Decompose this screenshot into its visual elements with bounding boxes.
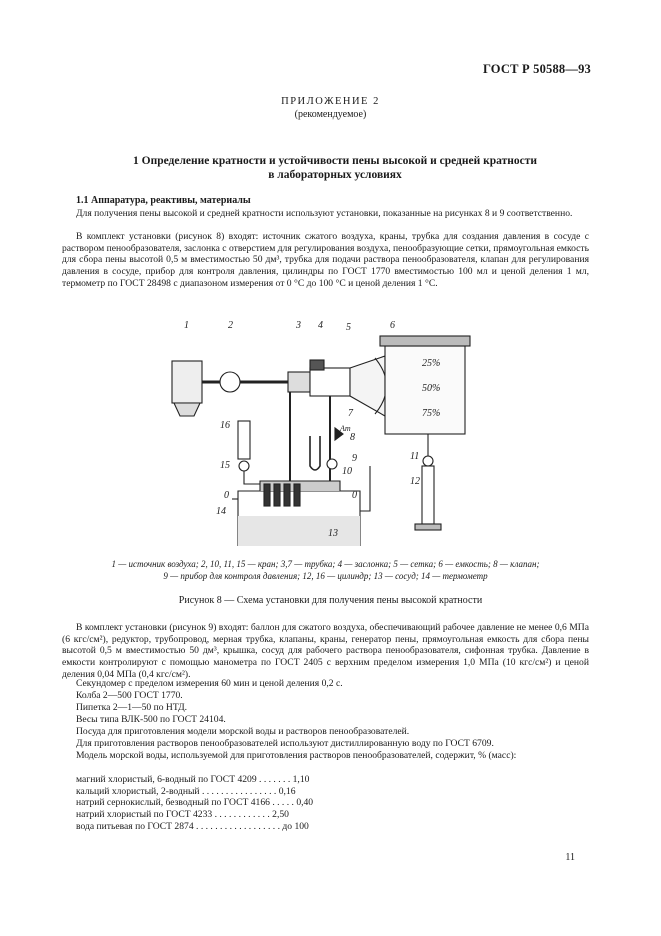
- label-16: 16: [220, 420, 230, 431]
- figure-legend-line2: 9 — прибор для контроля давления; 12, 16 — цилиндр; 13 — сосуд; 14 — термометр: [163, 571, 488, 581]
- composition-item: кальций хлористый, 2-водный . . . . . . . . . . . . . . . . 0,16: [76, 785, 296, 797]
- label-14: 14: [216, 506, 226, 517]
- label-at: Ат: [340, 424, 351, 433]
- figure-caption: Рисунок 8 — Схема установки для получения пены высокой кратности: [178, 595, 483, 606]
- figure-legend-line1: 1 — источник воздуха; 2, 10, 11, 15 — кран; 3,7 — трубка; 4 — заслонка; 5 — сетка; 6 — емкость; 8 — клапан;: [111, 559, 540, 569]
- label-6: 6: [390, 320, 395, 331]
- label-0-left: 0: [224, 490, 229, 501]
- paragraph-1-text: Для получения пены высокой и средней кратности используют установки, показанные на рисунках 8 и 9 соответственно.: [76, 208, 573, 219]
- line-flask: Колба 2—500 ГОСТ 1770.: [76, 690, 183, 701]
- label-3: 3: [296, 320, 301, 331]
- air-source-block: [172, 361, 202, 403]
- appendix-title: ПРИЛОЖЕНИЕ 2: [281, 96, 380, 107]
- paragraph-3: [62, 622, 589, 681]
- label-10: 10: [342, 466, 352, 477]
- standard-header: ГОСТ Р 50588—93: [482, 62, 591, 76]
- label-7: 7: [348, 408, 353, 419]
- figure-legend: [62, 558, 589, 582]
- paragraph-2: [62, 231, 589, 290]
- label-0-right: 0: [352, 490, 357, 501]
- paragraph-seawater-text: Модель морской воды, используемой для приготовления растворов пенообразователей, содержит, % (масс):: [76, 750, 517, 761]
- paragraph-1: [62, 208, 589, 220]
- label-9: 9: [352, 453, 357, 464]
- paragraph-2-text: В комплект установки (рисунок 8) входят: источник сжатого воздуха, краны, трубка для создания давления в сосуде с раствором пенообразователя, заслонка с отверстием для регулирования воздуха, пенообразующие сетки, прямоугольная емкость для сбора пены высотой 0,5 м вместимостью 50 дм³, трубка для подачи раствора пенообразователя, клапан для регулирования давления в сосуде, прибор для контроля давления, цилиндры по ГОСТ 1770 вместимостью 100 мл и ценой деления 1 мл, термометр по ГОСТ 28498 с диапазоном измерения от 0 °С до 100 °С и ценой деления 1 °С.: [62, 231, 589, 289]
- line-scales: Весы типа ВЛК-500 по ГОСТ 24104.: [76, 714, 226, 725]
- composition-item: вода питьевая по ГОСТ 2874 . . . . . . . . . . . . . . . . . . до 100: [76, 820, 309, 832]
- label-5: 5: [346, 322, 351, 333]
- label-15: 15: [220, 460, 230, 471]
- subsection-title: 1.1 Аппаратура, реактивы, материалы: [76, 195, 251, 206]
- label-8: 8: [350, 432, 355, 443]
- paragraph-seawater: [62, 750, 589, 762]
- label-4: 4: [318, 320, 323, 331]
- label-13: 13: [328, 528, 338, 539]
- section-title-line1: 1 Определение кратности и устойчивости пены высокой и средней кратности: [133, 155, 537, 167]
- appendix-subtitle: (рекомендуемое): [294, 109, 367, 120]
- apparatus-diagram: [160, 316, 490, 546]
- pct-50: 50%: [422, 383, 441, 394]
- line-stopwatch: Секундомер с пределом измерения 60 мин и ценой деления 0,2 с.: [76, 678, 343, 689]
- label-11: 11: [410, 451, 420, 462]
- line-dishes: Посуда для приготовления модели морской воды и растворов пенообразователей.: [76, 726, 410, 737]
- label-2: 2: [228, 320, 233, 331]
- section-title: [85, 154, 585, 182]
- pct-25: 25%: [422, 358, 441, 369]
- label-12: 12: [410, 476, 420, 487]
- composition-list: [76, 774, 313, 833]
- composition-item: натрий сернокислый, безводный по ГОСТ 4166 . . . . . 0,40: [76, 797, 314, 809]
- line-pipette: Пипетка 2—1—50 по НТД.: [76, 702, 188, 713]
- section-title-line2: в лабораторных условиях: [268, 169, 402, 181]
- composition-item: натрий хлористый по ГОСТ 4233 . . . . . . . . . . . . 2,50: [76, 809, 289, 821]
- paragraph-3-text: В комплект установки (рисунок 9) входят: баллон для сжатого воздуха, обеспечивающий рабочее давление не менее 0,6 МПа (6 кгс/см²), редуктор, трубопровод, мерная трубка, клапаны, краны, генератор пены, прямоугольная емкость для сбора пены высотой 0,5 м вместимостью 50 дм³, крышка, сосуд для рабочего раствора пенообразователя, сифонная трубка. Давление в емкости контролируют с помощью манометра по ГОСТ 2405 с верхним пределом измерения 1,0 МПа (10 кгс/см²) и ценой деления 0,04 МПа (0,4 кгс/см²).: [62, 622, 589, 680]
- composition-item: магний хлористый, 6-водный по ГОСТ 4209 . . . . . . . 1,10: [76, 774, 310, 785]
- page-number: 11: [565, 852, 575, 863]
- line-water: Для приготовления растворов пенообразователей используют дистиллированную воду по ГОСТ 6709.: [76, 738, 494, 749]
- valve-2: [220, 372, 240, 392]
- label-1: 1: [184, 320, 189, 331]
- pct-75: 75%: [422, 408, 441, 419]
